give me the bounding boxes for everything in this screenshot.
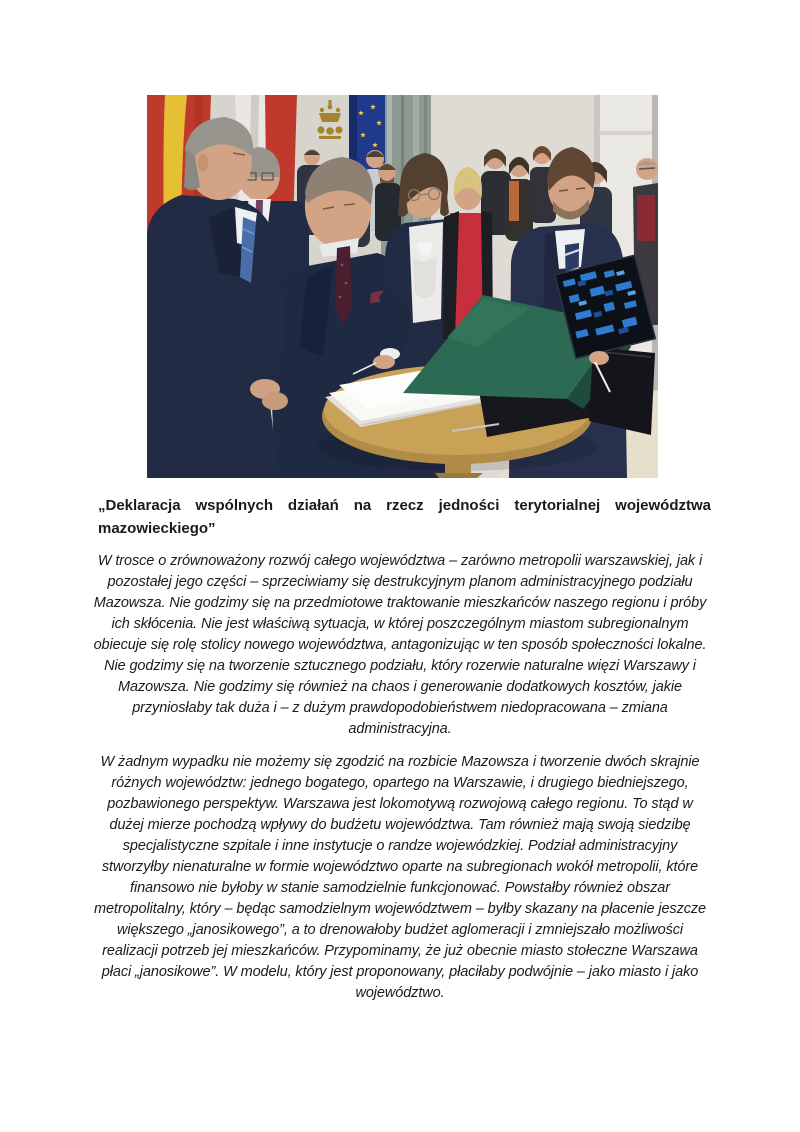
ceremony-photo-graphic — [147, 95, 658, 478]
document-body — [91, 551, 709, 1004]
paragraph-1: W trosce o zrównoważony rozwój całego województwa – zarówno metropolii warszawskiej, jak i pozostałej jego części – sprzeciwiamy się destrukcyjnym planom administracyjnego podziału Mazowsza. Nie godzimy się na przedmiotowe traktowanie mieszkańców naszego regionu i próby ich skłócenia. Nie jest właściwą sytuacja, w której poszczególnym miastom subregionalnym obiecuje się rolę stolicy nowego województwa, antagonizując w ten sposób społeczności lokalne. Nie godzimy się na tworzenie sztucznego podziału, który rozerwie naturalne więzi Warszawy i Mazowsza. Nie godzimy się również na chaos i generowanie dodatkowych kosztów, jakie przyniosłaby tak duża i – z dużym prawdopodobieństwem niedopracowana – zmiana administracyjna. — [93, 553, 707, 737]
document-title: „Deklaracja wspólnych działań na rzecz jedności terytorialnej województwa mazowieckiego” — [98, 497, 711, 537]
paragraph-2: W żadnym wypadku nie możemy się zgodzić na rozbicie Mazowsza i tworzenie dwóch skrajnie różnych województw: jednego bogatego, opartego na Warszawie, i drugiego biedniejszego, pozbawionego perspektyw. Warszawa jest lokomotywą rozwojową całego regionu. To stąd w dużej mierze pochodzą wpływy do budżetu województwa. Tam również mają swoją siedzibę specjalistyczne szpitale i inne instytucje o randze wojewódzkiej. Podział administracyjny stworzyłby nienaturalne w formie województwo oparte na subregionach wokół metropolii, które finansowo nie byłoby w stanie samodzielnie funkcjonować. Powstałby również obszar metropolitalny, który – będąc samodzielnym województwem – byłby skazany na płacenie jeszcze większego „janosikowego”, a to drenowałoby budżet aglomeracji i zmniejszało możliwości realizacji potrzeb jej mieszkańców. Przypominamy, że już obecnie miasto stołeczne Warszawa płaci „janosikowe”. W modelu, który jest proponowany, płaciłaby podwójnie – jako miasto i jako województwo. — [93, 754, 706, 1001]
ceremony-photo — [147, 95, 658, 478]
